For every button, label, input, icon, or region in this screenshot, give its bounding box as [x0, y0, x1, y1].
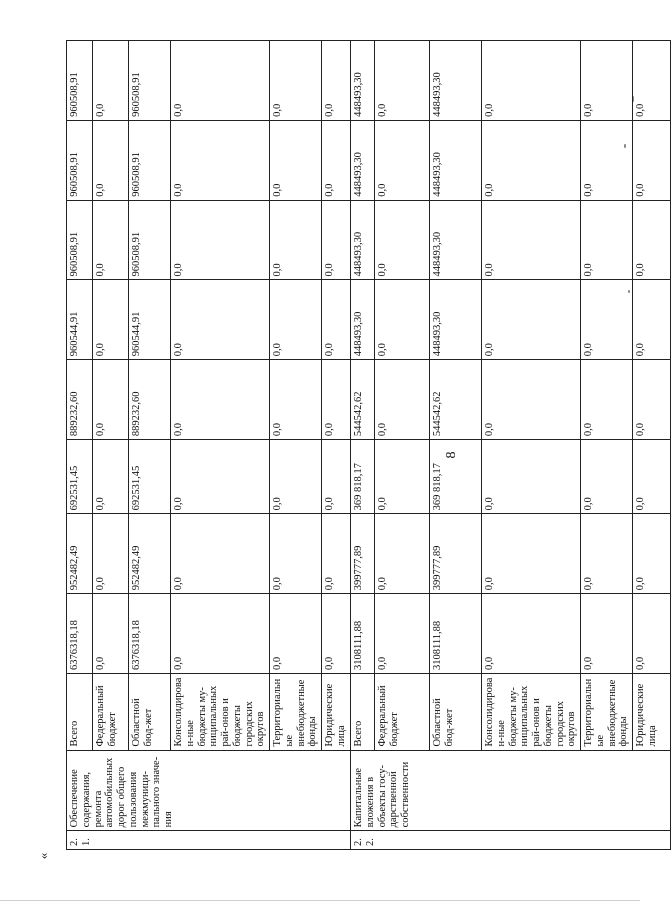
- amount-cell: 0,0: [581, 440, 633, 514]
- table-row: [171, 41, 270, 850]
- amount-cell: 3108111,88: [351, 594, 375, 674]
- budget-table-rotated: [66, 40, 658, 850]
- table-row: [375, 41, 430, 850]
- budget-table: [66, 40, 671, 850]
- amount-cell: 0,0: [270, 120, 322, 200]
- amount-cell: 0,0: [270, 514, 322, 594]
- amount-cell: 0,0: [375, 120, 430, 200]
- amount-cell: 0,0: [171, 41, 270, 121]
- scan-edge: [0, 900, 640, 901]
- amount-cell: 0,0: [322, 280, 351, 360]
- amount-cell: 448493,30: [430, 120, 482, 200]
- amount-cell: 0,0: [581, 514, 633, 594]
- funding-source: Юридические лица: [322, 674, 351, 751]
- quote-mark: «: [35, 852, 51, 860]
- amount-cell: 3108111,88: [430, 594, 482, 674]
- funding-source: Федеральный бюджет: [93, 674, 129, 751]
- funding-source: Федеральный бюджет: [375, 674, 430, 751]
- amount-cell: 960544,91: [67, 280, 93, 360]
- funding-source: Всего: [67, 674, 93, 751]
- budget-table-body: [67, 41, 671, 850]
- amount-cell: 6376318,18: [67, 594, 93, 674]
- amount-cell: 0,0: [322, 41, 351, 121]
- amount-cell: 0,0: [375, 41, 430, 121]
- amount-cell: 448493,30: [351, 41, 375, 121]
- amount-cell: 952482,49: [67, 514, 93, 594]
- table-row: [482, 41, 581, 850]
- amount-cell: 0,0: [270, 280, 322, 360]
- amount-cell: 0,0: [322, 120, 351, 200]
- amount-cell: 0,0: [375, 514, 430, 594]
- amount-cell: 399777,89: [430, 514, 482, 594]
- amount-cell: 448493,30: [430, 200, 482, 280]
- amount-cell: 0,0: [482, 200, 581, 280]
- amount-cell: 0,0: [171, 514, 270, 594]
- amount-cell: 0,0: [171, 200, 270, 280]
- amount-cell: 0,0: [581, 120, 633, 200]
- amount-cell: 889232,60: [67, 360, 93, 440]
- table-row: [430, 41, 482, 850]
- amount-cell: 0,0: [93, 200, 129, 280]
- amount-cell: 448493,30: [351, 280, 375, 360]
- funding-source: Юридические лица: [633, 674, 671, 751]
- amount-cell: 0,0: [633, 120, 671, 200]
- amount-cell: 960508,91: [67, 200, 93, 280]
- amount-cell: 0,0: [171, 594, 270, 674]
- amount-cell: 0,0: [171, 440, 270, 514]
- amount-cell: 0,0: [633, 200, 671, 280]
- funding-source: Территориальные внебюджетные фонды: [270, 674, 322, 751]
- table-row: [67, 41, 93, 850]
- amount-cell: 0,0: [270, 200, 322, 280]
- funding-source: Консолидирован-ные бюджеты му-ниципальных рай-онов и бюджеты городских округов: [171, 674, 270, 751]
- funding-source: Областной бюд-жет: [129, 674, 171, 751]
- amount-cell: 0,0: [482, 41, 581, 121]
- page-number: 8: [444, 451, 459, 459]
- amount-cell: 0,0: [270, 360, 322, 440]
- funding-source: Всего: [351, 674, 375, 751]
- amount-cell: 0,0: [93, 280, 129, 360]
- amount-cell: 0,0: [633, 594, 671, 674]
- amount-cell: 0,0: [171, 120, 270, 200]
- amount-cell: 544542,62: [351, 360, 375, 440]
- amount-cell: 0,0: [633, 280, 671, 360]
- funding-source: Областной бюд-жет: [430, 674, 482, 751]
- amount-cell: 0,0: [581, 594, 633, 674]
- amount-cell: 0,0: [581, 360, 633, 440]
- amount-cell: 0,0: [375, 440, 430, 514]
- activity-name: Капитальные вложения в объекты госу-дарственной собственности: [351, 750, 671, 831]
- amount-cell: 0,0: [482, 360, 581, 440]
- funding-source: Территориальные внебюджетные фонды: [581, 674, 633, 751]
- amount-cell: 960508,91: [67, 120, 93, 200]
- table-row: [581, 41, 633, 850]
- table-row: [351, 41, 375, 850]
- amount-cell: 0,0: [375, 200, 430, 280]
- amount-cell: 952482,49: [129, 514, 171, 594]
- amount-cell: 0,0: [93, 594, 129, 674]
- amount-cell: 0,0: [482, 280, 581, 360]
- table-row: [93, 41, 129, 850]
- amount-cell: 0,0: [93, 41, 129, 121]
- amount-cell: 0,0: [322, 594, 351, 674]
- amount-cell: 0,0: [171, 360, 270, 440]
- amount-cell: 0,0: [93, 120, 129, 200]
- amount-cell: 960544,91: [129, 280, 171, 360]
- amount-cell: 692531,45: [129, 440, 171, 514]
- activity-name: Обеспечение содержания, ремонта автомобильных дорог общего пользования межмуници-пального значе-ния: [67, 750, 351, 831]
- amount-cell: 0,0: [633, 41, 671, 121]
- amount-cell: 0,0: [633, 440, 671, 514]
- amount-cell: 0,0: [375, 594, 430, 674]
- amount-cell: 0,0: [633, 514, 671, 594]
- amount-cell: 0,0: [581, 280, 633, 360]
- amount-cell: 0,0: [322, 514, 351, 594]
- amount-cell: 6376318,18: [129, 594, 171, 674]
- amount-cell: 0,0: [322, 200, 351, 280]
- amount-cell: 0,0: [482, 594, 581, 674]
- amount-cell: 448493,30: [351, 200, 375, 280]
- amount-cell: 0,0: [482, 120, 581, 200]
- amount-cell: 960508,91: [129, 120, 171, 200]
- amount-cell: 0,0: [633, 360, 671, 440]
- amount-cell: 0,0: [375, 360, 430, 440]
- amount-cell: 0,0: [270, 440, 322, 514]
- amount-cell: 960508,91: [129, 200, 171, 280]
- amount-cell: 448493,30: [430, 280, 482, 360]
- amount-cell: 399777,89: [351, 514, 375, 594]
- funding-source: Консолидирован-ные бюджеты му-ниципальных рай-онов и бюджеты городских округов: [482, 674, 581, 751]
- amount-cell: 0,0: [322, 360, 351, 440]
- amount-cell: 0,0: [93, 514, 129, 594]
- amount-cell: 0,0: [375, 280, 430, 360]
- table-row: [270, 41, 322, 850]
- amount-cell: 0,0: [270, 594, 322, 674]
- amount-cell: 960508,91: [67, 41, 93, 121]
- amount-cell: 0,0: [581, 41, 633, 121]
- table-row: [633, 41, 671, 850]
- amount-cell: 0,0: [581, 200, 633, 280]
- amount-cell: 448493,30: [430, 41, 482, 121]
- table-row: [322, 41, 351, 850]
- table-row: [129, 41, 171, 850]
- amount-cell: 0,0: [270, 41, 322, 121]
- amount-cell: 369 818,17: [430, 440, 482, 514]
- amount-cell: 369 818,17: [351, 440, 375, 514]
- amount-cell: 692531,45: [67, 440, 93, 514]
- amount-cell: 0,0: [322, 440, 351, 514]
- amount-cell: 0,0: [93, 360, 129, 440]
- amount-cell: 0,0: [482, 440, 581, 514]
- amount-cell: 889232,60: [129, 360, 171, 440]
- row-number: 2.2.: [351, 831, 671, 850]
- row-number: 2.1.: [67, 831, 351, 850]
- amount-cell: 0,0: [171, 280, 270, 360]
- amount-cell: 0,0: [482, 514, 581, 594]
- amount-cell: 0,0: [93, 440, 129, 514]
- amount-cell: 448493,30: [351, 120, 375, 200]
- amount-cell: 960508,91: [129, 41, 171, 121]
- amount-cell: 544542,62: [430, 360, 482, 440]
